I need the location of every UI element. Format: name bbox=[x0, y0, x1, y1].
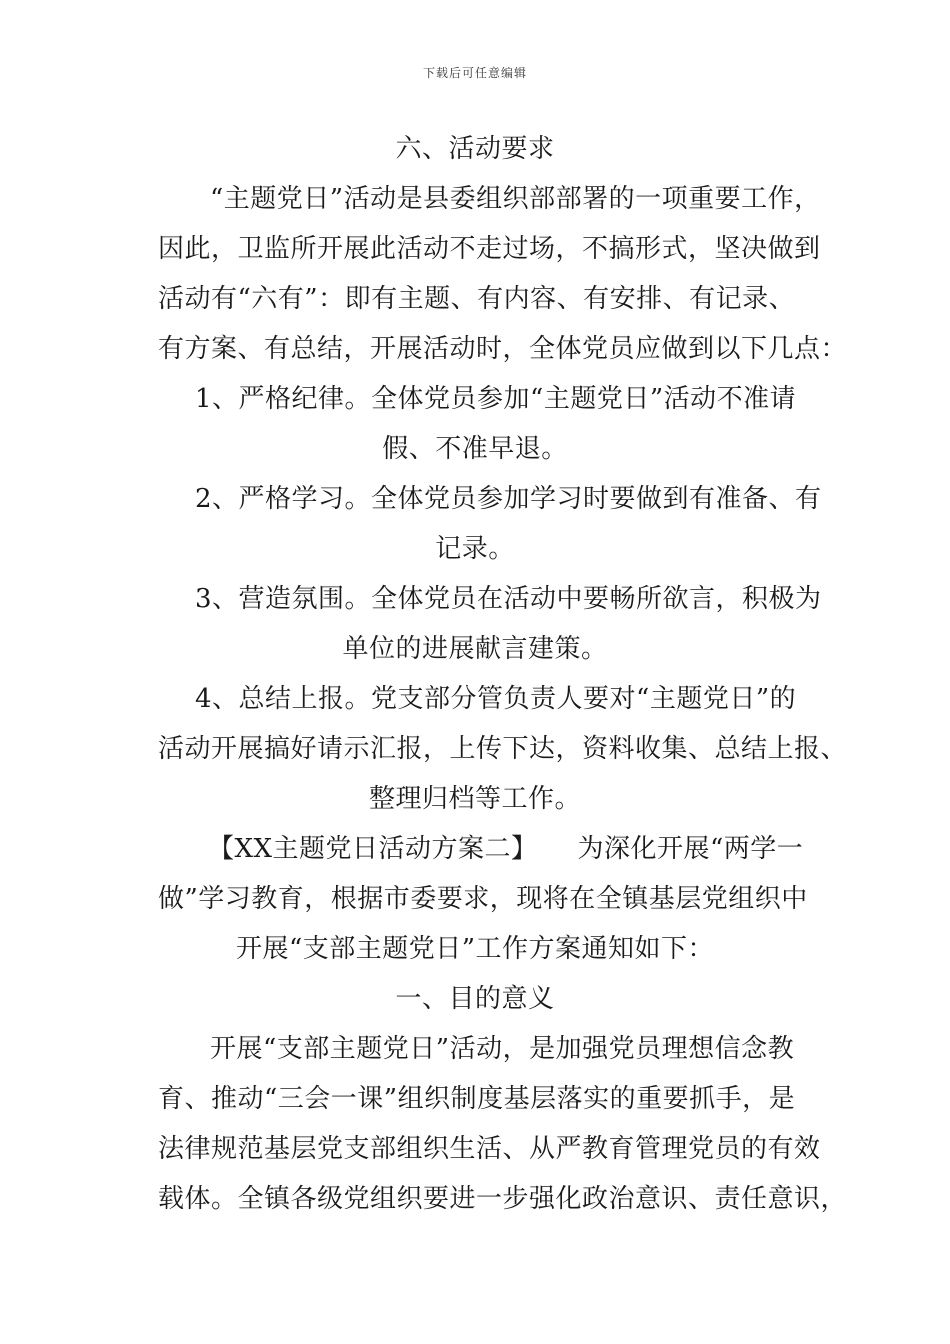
list-item-3-cont: 单位的进展献言建策。 bbox=[342, 634, 608, 664]
list-item-4-cont: 整理归档等工作。 bbox=[368, 784, 581, 814]
paragraph-line: 开展“支部主题党日”活动，是加强党员理想信念教 bbox=[210, 1034, 795, 1064]
list-item-1: 1、严格纪律。全体党员参加“主题党日”活动不准请 bbox=[195, 384, 797, 414]
paragraph-line: 活动有“六有”：即有主题、有内容、有安排、有记录、 bbox=[158, 284, 796, 314]
paragraph-line: 法律规范基层党支部组织生活、从严教育管理党员的有效 bbox=[158, 1134, 821, 1164]
page-header: 下载后可任意编辑 bbox=[422, 66, 527, 80]
plan-two-title: 【XX主题党日活动方案二】 为深化开展“两学一 bbox=[208, 834, 804, 864]
list-item-2: 2、严格学习。全体党员参加学习时要做到有准备、有 bbox=[195, 484, 822, 514]
paragraph-line: 有方案、有总结，开展活动时，全体党员应做到以下几点： bbox=[158, 334, 848, 364]
paragraph-line: 育、推动“三会一课”组织制度基层落实的重要抓手，是 bbox=[158, 1084, 796, 1114]
paragraph-line: 载体。全镇各级党组织要进一步强化政治意识、责任意识， bbox=[158, 1184, 848, 1214]
list-item-1-cont: 假、不准早退。 bbox=[382, 434, 568, 464]
paragraph-line: 做”学习教育，根据市委要求，现将在全镇基层党组织中 bbox=[158, 884, 808, 914]
paragraph-line: 因此，卫监所开展此活动不走过场，不搞形式，坚决做到 bbox=[158, 234, 821, 264]
list-item-4: 4、总结上报。党支部分管负责人要对“主题党日”的 bbox=[195, 684, 797, 714]
paragraph-line: “主题党日”活动是县委组织部部署的一项重要工作， bbox=[210, 184, 821, 214]
list-item-3: 3、营造氛围。全体党员在活动中要畅所欲言，积极为 bbox=[195, 584, 822, 614]
list-item-2-cont: 记录。 bbox=[435, 534, 515, 564]
list-item-4-cont: 活动开展搞好请示汇报，上传下达，资料收集、总结上报、 bbox=[158, 734, 848, 764]
paragraph-line: 开展“支部主题党日”工作方案通知如下： bbox=[235, 934, 715, 964]
section-heading-requirements: 六、活动要求 bbox=[395, 134, 555, 164]
section-heading-purpose: 一、目的意义 bbox=[395, 984, 555, 1014]
